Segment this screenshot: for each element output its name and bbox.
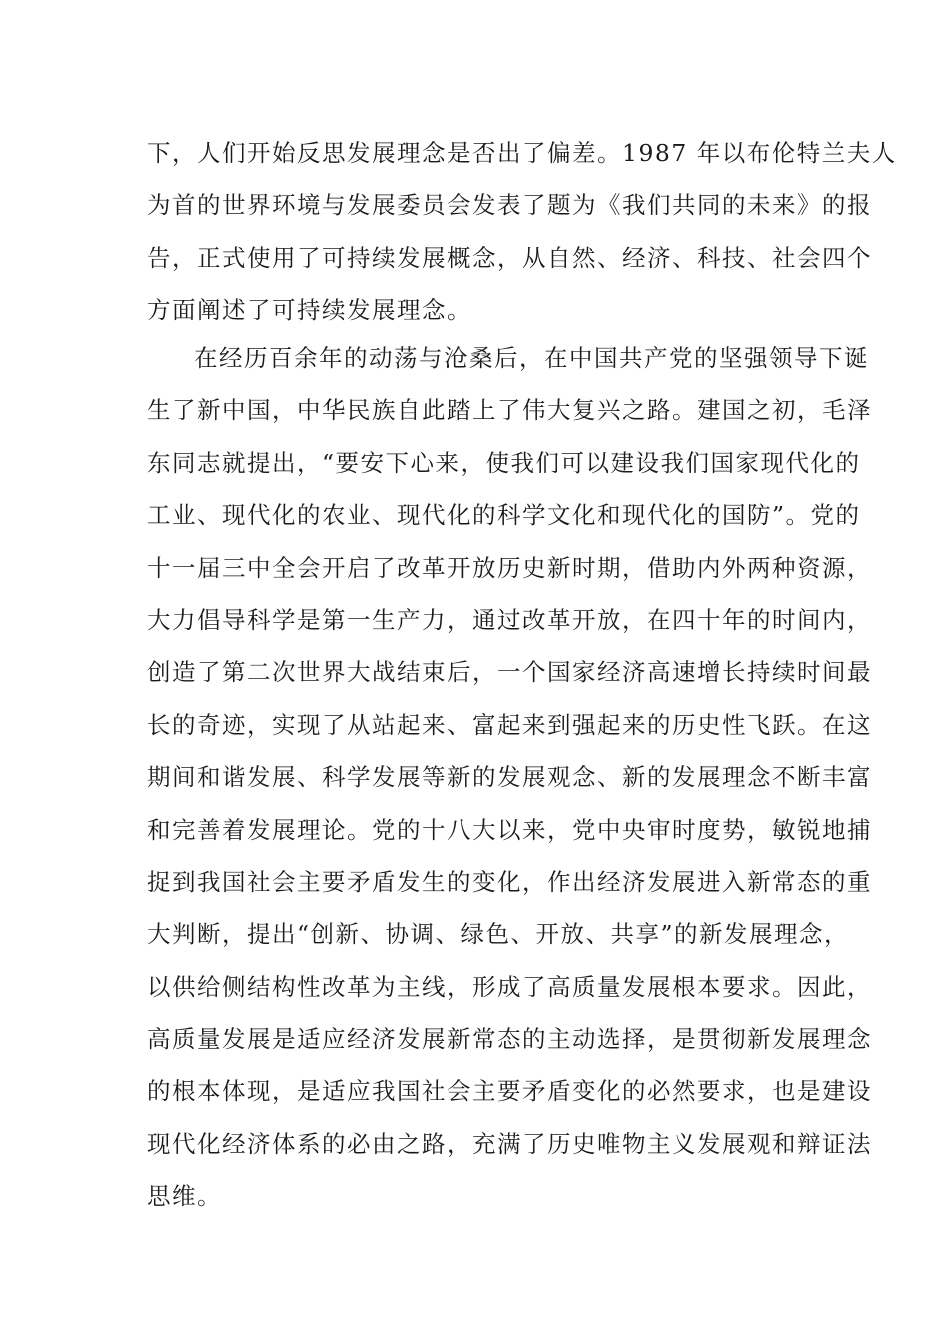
paragraph-line: 十一届三中全会开启了改革开放历史新时期，借助内外两种资源， [147, 553, 872, 582]
paragraph-line: 思维。 [147, 1182, 222, 1211]
paragraph-line: 东同志就提出，“要安下心来，使我们可以建设我们国家现代化的 [147, 448, 861, 477]
paragraph-line: 方面阐述了可持续发展理念。 [147, 296, 472, 325]
paragraph-line: 高质量发展是适应经济发展新常态的主动选择，是贯彻新发展理念 [147, 1025, 872, 1054]
paragraph-line: 以供给侧结构性改革为主线，形成了高质量发展根本要求。因此， [147, 972, 872, 1001]
paragraph-line: 创造了第二次世界大战结束后，一个国家经济高速增长持续时间最 [147, 658, 872, 687]
paragraph-line: 大判断，提出“创新、协调、绿色、开放、共享”的新发展理念， [147, 920, 850, 949]
paragraph-1 [147, 127, 897, 337]
paragraph-line: 期间和谐发展、科学发展等新的发展观念、新的发展理念不断丰富 [147, 763, 872, 792]
paragraph-line: 大力倡导科学是第一生产力，通过改革开放，在四十年的时间内， [147, 605, 872, 634]
paragraph-line: 的根本体现，是适应我国社会主要矛盾变化的必然要求，也是建设 [147, 1077, 872, 1106]
paragraph-line: 工业、现代化的农业、现代化的科学文化和现代化的国防”。党的 [147, 501, 861, 530]
paragraph-line: 告，正式使用了可持续发展概念，从自然、经济、科技、社会四个 [147, 243, 872, 272]
paragraph-line: 捉到我国社会主要矛盾发生的变化，作出经济发展进入新常态的重 [147, 867, 872, 896]
paragraph-line: 现代化经济体系的必由之路，充满了历史唯物主义发展观和辩证法 [147, 1129, 872, 1158]
paragraph-line: 生了新中国，中华民族自此踏上了伟大复兴之路。建国之初，毛泽 [147, 396, 872, 425]
paragraph-line: 长的奇迹，实现了从站起来、富起来到强起来的历史性飞跃。在这 [147, 710, 872, 739]
paragraph-2 [147, 332, 872, 1223]
paragraph-line: 为首的世界环境与发展委员会发表了题为《我们共同的未来》的报 [147, 191, 872, 220]
paragraph-line: 下，人们开始反思发展理念是否出了偏差。1987 年以布伦特兰夫人 [147, 139, 897, 167]
paragraph-line: 在经历百余年的动荡与沧桑后，在中国共产党的坚强领导下诞 [194, 344, 869, 372]
paragraph-line: 和完善着发展理论。党的十八大以来，党中央审时度势，敏锐地捕 [147, 815, 872, 844]
